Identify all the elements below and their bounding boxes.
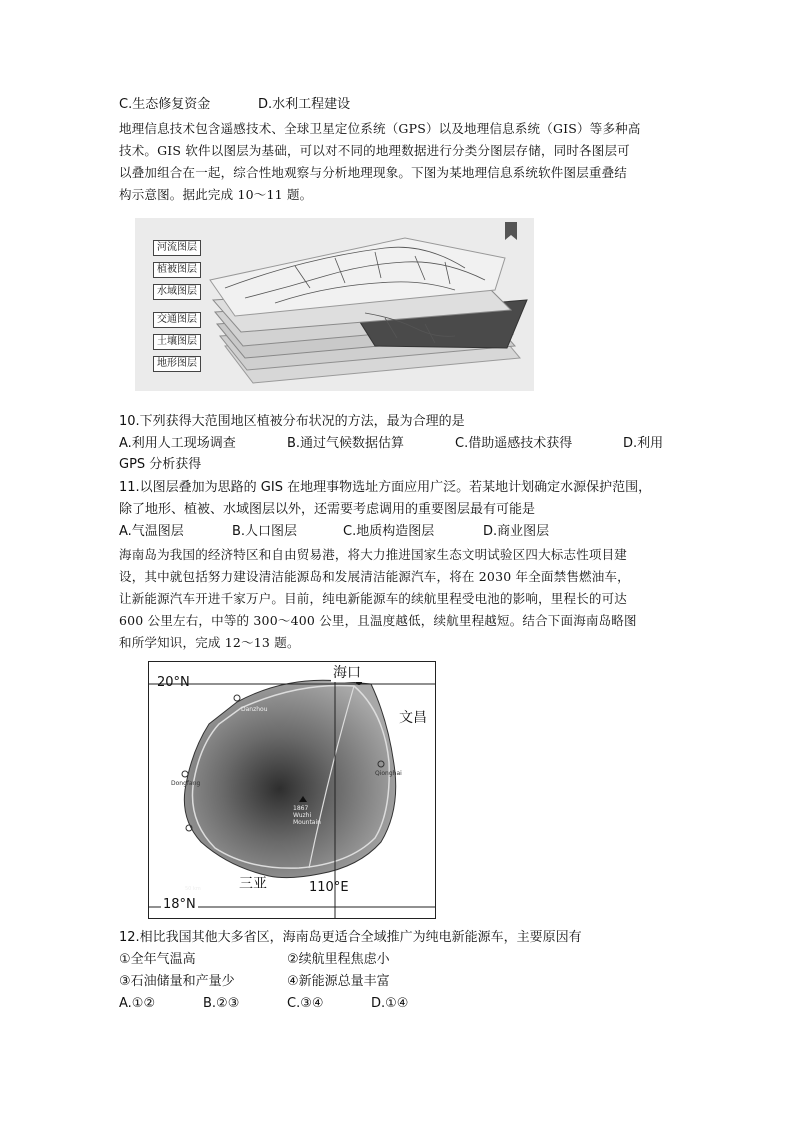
intro1-line-1: 地理信息技术包含遥感技术、全球卫星定位系统（GPS）以及地理信息系统（GIS）等多种高	[119, 121, 641, 136]
q10-stem: 10.下列获得大范围地区植被分布状况的方法，最为合理的是	[119, 414, 465, 429]
hainan-island-map	[149, 662, 435, 918]
q12-statements-row-2	[119, 973, 519, 991]
q12-option-d: D.①④	[371, 996, 409, 1011]
layer-label-water: 水域图层	[153, 284, 201, 300]
map-small-label: Dongfang	[171, 780, 201, 787]
map-small-label: Danzhou	[241, 706, 268, 713]
intro2-line-5: 和所学知识，完成 12～13 题。	[119, 635, 300, 650]
intro2-line-3: 让新能源汽车开进千家万户。目前，纯电新能源车的续航里程受电池的影响，里程长的可达	[119, 591, 628, 606]
q12-statement-3: ③石油储量和产量少	[119, 974, 235, 989]
q9-options	[119, 96, 351, 114]
layer-label-vegetation: 植被图层	[153, 262, 201, 278]
lat-label-20n: 20°N	[157, 675, 190, 690]
location-pin-icon	[182, 771, 188, 777]
q12-statements-row-1	[119, 951, 519, 969]
q10-option-b: B.通过气候数据估算	[287, 436, 405, 451]
layer-label-river: 河流图层	[153, 240, 201, 256]
q10-option-a: A.利用人工现场调查	[119, 436, 236, 451]
q9-option-d: D.水利工程建设	[258, 97, 351, 112]
q11-stem-1: 11.以图层叠加为思路的 GIS 在地理事物选址方面应用广泛。若某地计划确定水源保护范围，	[119, 480, 652, 495]
hainan-map	[148, 661, 436, 919]
city-label-haikou: 海口	[331, 662, 363, 682]
intro1-line-2: 技术。GIS 软件以图层为基础，可以对不同的地理数据进行分类分图层存储，同时各图层可	[119, 143, 630, 158]
q9-option-c: C.生态修复资金	[119, 97, 211, 112]
layer-label-soil: 土壤图层	[153, 334, 201, 350]
q11-stem-2: 除了地形、植被、水域图层以外，还需要考虑调用的重要图层最有可能是	[119, 502, 536, 517]
q11-options	[119, 523, 639, 541]
layer-label-traffic: 交通图层	[153, 312, 201, 328]
lon-label-110e: 110°E	[309, 880, 349, 895]
q10-option-c: C.借助遥感技术获得	[455, 436, 573, 451]
lat-label-18n: 18°N	[163, 897, 196, 912]
q10-options	[119, 435, 679, 453]
q12-statement-2: ②续航里程焦虑小	[287, 952, 390, 967]
location-pin-icon	[234, 695, 240, 701]
map-small-label: 50 km	[185, 886, 201, 892]
intro1-line-3: 以叠加组合在一起，综合性地观察与分析地理现象。下图为某地理信息系统软件图层重叠结	[119, 165, 628, 180]
intro1-line-4: 构示意图。据此完成 10～11 题。	[119, 187, 313, 202]
q12-option-b: B.②③	[203, 996, 240, 1011]
q10-option-d: D.利用	[623, 436, 664, 451]
q11-option-d: D.商业图层	[483, 524, 550, 539]
map-small-label: 1867 Wuzhi Mountain	[293, 805, 321, 826]
q12-stem: 12.相比我国其他大多省区，海南岛更适合全域推广为纯电新能源车，主要原因有	[119, 930, 582, 945]
city-label-sanya: 三亚	[239, 876, 267, 892]
city-label-wenchang: 文昌	[399, 710, 427, 726]
q12-option-c: C.③④	[287, 996, 324, 1011]
q12-statement-1: ①全年气温高	[119, 952, 196, 967]
q10-option-d-cont: GPS 分析获得	[119, 457, 202, 472]
q12-option-a: A.①②	[119, 996, 156, 1011]
q12-options	[119, 995, 439, 1013]
q11-option-c: C.地质构造图层	[343, 524, 435, 539]
intro2-line-4: 600 公里左右，中等的 300～400 公里，且温度越低，续航里程越短。结合下面海南岛略图	[119, 613, 637, 628]
map-small-label: Qionghai	[375, 770, 402, 777]
q12-statement-4: ④新能源总量丰富	[287, 974, 390, 989]
intro2-line-2: 设，其中就包括努力建设清洁能源岛和发展清洁能源汽车，将在 2030 年全面禁售燃油车，	[119, 569, 630, 584]
intro2-line-1: 海南岛为我国的经济特区和自由贸易港，将大力推进国家生态文明试验区四大标志性项目建	[119, 547, 628, 562]
q11-option-b: B.人口图层	[232, 524, 298, 539]
layer-label-terrain: 地形图层	[153, 356, 201, 372]
gis-layers-figure	[135, 218, 534, 391]
q11-option-a: A.气温图层	[119, 524, 184, 539]
